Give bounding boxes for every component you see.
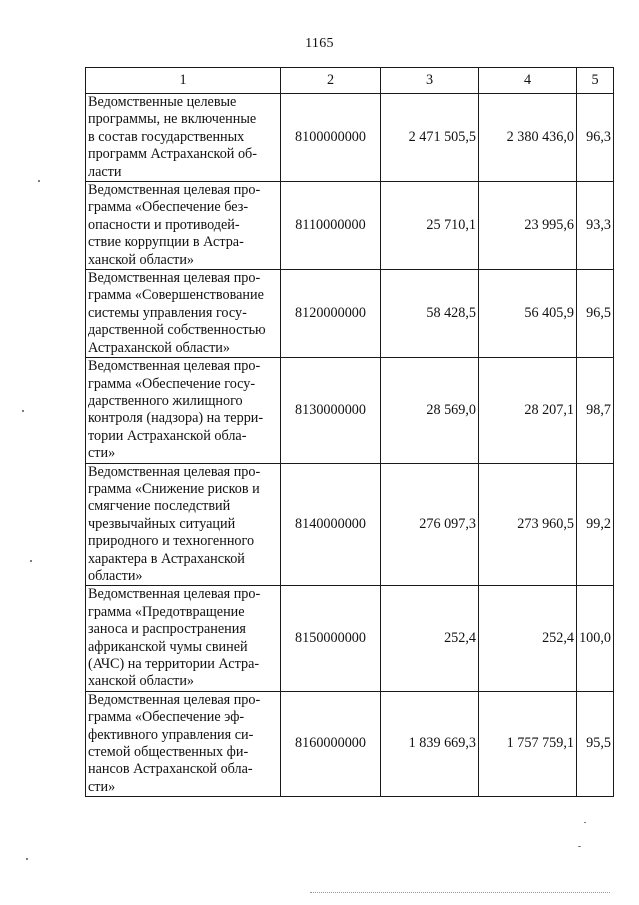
scan-speck — [26, 858, 28, 860]
value-col-3: 252,4 — [381, 586, 479, 691]
header-row — [86, 68, 614, 94]
value-col-3: 276 097,3 — [381, 463, 479, 586]
table-row — [86, 463, 614, 586]
program-code: 8160000000 — [281, 691, 381, 796]
budget-table — [85, 67, 614, 797]
scan-speck — [22, 410, 24, 412]
table-body — [86, 94, 614, 797]
program-name: Ведомственная целевая про- грамма «Совершенствование системы управления госу- дарственной собственностью Астраханской области» — [86, 270, 281, 358]
value-col-3: 2 471 505,5 — [381, 94, 479, 182]
value-col-4: 28 207,1 — [479, 358, 577, 463]
scan-speck — [578, 846, 581, 847]
header-col-4: 4 — [479, 68, 577, 94]
program-name: Ведомственная целевая про- грамма «Обеспечение эф- фективного управления си- стемой общественных фи- нансов Астраханской обла- сти» — [86, 691, 281, 796]
value-col-3: 28 569,0 — [381, 358, 479, 463]
program-code: 8130000000 — [281, 358, 381, 463]
table-row — [86, 94, 614, 182]
scan-dotted-line — [310, 892, 610, 893]
table-row — [86, 586, 614, 691]
table-row — [86, 691, 614, 796]
header-col-2: 2 — [281, 68, 381, 94]
value-col-4: 23 995,6 — [479, 182, 577, 270]
table-header — [86, 68, 614, 94]
header-col-1: 1 — [86, 68, 281, 94]
value-col-4: 273 960,5 — [479, 463, 577, 586]
program-name: Ведомственная целевая про- грамма «Обеспечение без- опасности и противодей- ствие коррупции в Астра- ханской области» — [86, 182, 281, 270]
table-row — [86, 358, 614, 463]
table-row — [86, 270, 614, 358]
value-col-4: 56 405,9 — [479, 270, 577, 358]
value-col-4: 1 757 759,1 — [479, 691, 577, 796]
program-name: Ведомственные целевые программы, не включенные в состав государственных программ Астраханской об- ласти — [86, 94, 281, 182]
program-name: Ведомственная целевая про- грамма «Предотвращение заноса и распространения африканской чумы свиней (АЧС) на территории Астра- ханской области» — [86, 586, 281, 691]
header-col-5: 5 — [577, 68, 614, 94]
scan-speck — [584, 822, 586, 823]
value-col-3: 58 428,5 — [381, 270, 479, 358]
program-name: Ведомственная целевая про- грамма «Обеспечение госу- дарственного жилищного контроля (надзора) на терри- тории Астраханской обла- сти» — [86, 358, 281, 463]
value-col-5: 95,5 — [577, 691, 614, 796]
value-col-4: 252,4 — [479, 586, 577, 691]
program-name: Ведомственная целевая про- грамма «Снижение рисков и смягчение последствий чрезвычайных ситуаций природного и техногенного характера в Астраханской области» — [86, 463, 281, 586]
program-code: 8150000000 — [281, 586, 381, 691]
value-col-5: 99,2 — [577, 463, 614, 586]
value-col-5: 93,3 — [577, 182, 614, 270]
value-col-5: 100,0 — [577, 586, 614, 691]
value-col-5: 96,3 — [577, 94, 614, 182]
scan-speck — [30, 560, 32, 562]
value-col-3: 1 839 669,3 — [381, 691, 479, 796]
program-code: 8120000000 — [281, 270, 381, 358]
value-col-4: 2 380 436,0 — [479, 94, 577, 182]
scan-speck — [38, 180, 40, 182]
program-code: 8140000000 — [281, 463, 381, 586]
table-row — [86, 182, 614, 270]
header-col-3: 3 — [381, 68, 479, 94]
program-code: 8110000000 — [281, 182, 381, 270]
program-code: 8100000000 — [281, 94, 381, 182]
page-number: 1165 — [305, 36, 334, 51]
value-col-5: 98,7 — [577, 358, 614, 463]
value-col-3: 25 710,1 — [381, 182, 479, 270]
value-col-5: 96,5 — [577, 270, 614, 358]
